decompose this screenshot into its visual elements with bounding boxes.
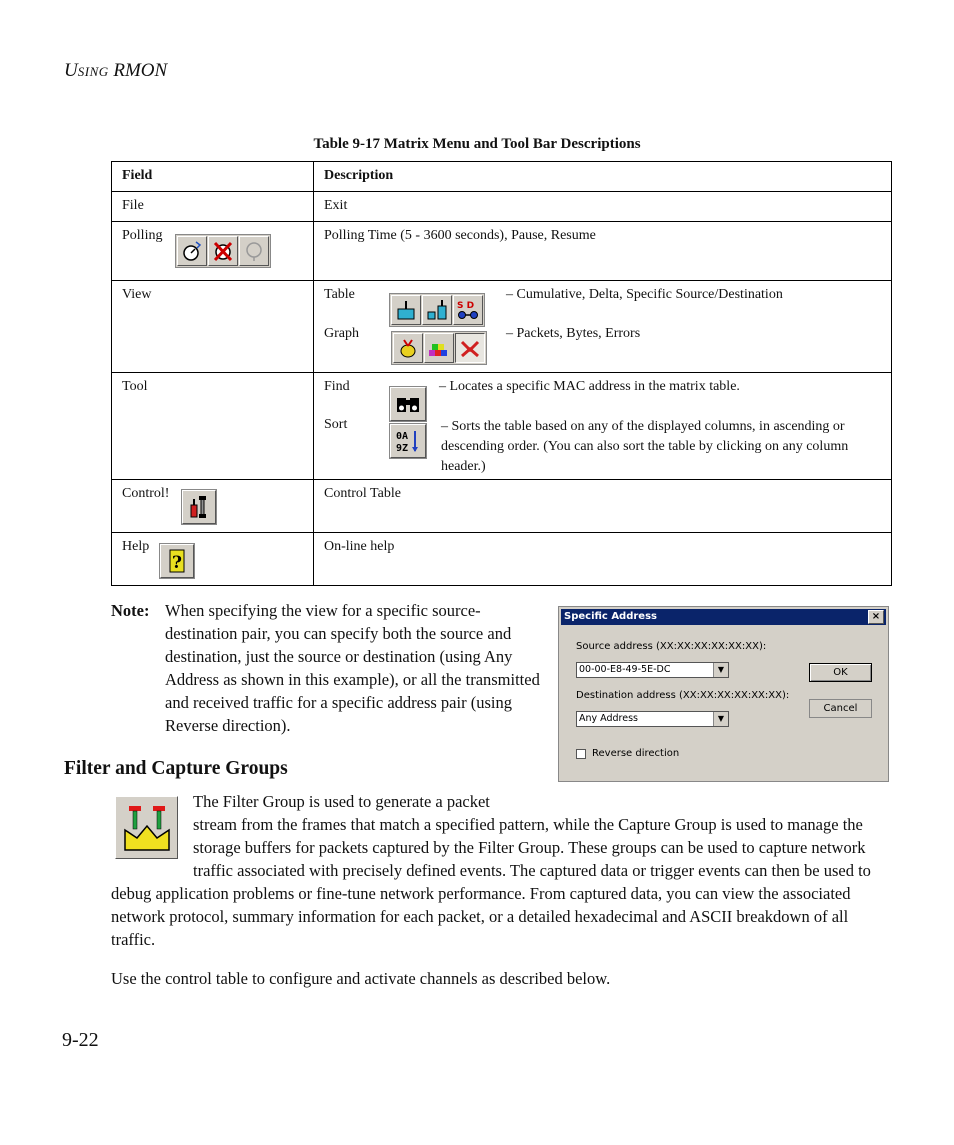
table-row-polling — [112, 222, 892, 281]
field-control-cell — [112, 480, 314, 533]
help-toolbar — [159, 543, 195, 579]
desc-file: Exit — [314, 192, 892, 222]
paragraph-1-line-2: stream from the frames that match a specified pattern, while the Capture Group is used to manage the — [193, 815, 863, 834]
resume-icon[interactable] — [239, 236, 269, 266]
paragraph-1-line-1: The Filter Group is used to generate a packet — [193, 792, 490, 811]
sd-icon-text: S D — [457, 301, 475, 311]
desc-polling: Polling Time (5 - 3600 seconds), Pause, Resume — [314, 222, 892, 281]
tool-find-label: Find — [324, 379, 350, 394]
table-row-help — [112, 533, 892, 586]
dialog-title: Specific Address — [564, 611, 657, 622]
view-graph-toolbar — [391, 331, 487, 365]
table-row-tool — [112, 373, 892, 480]
sort-icon-top: 0A — [396, 431, 409, 442]
running-head-smallcaps: SING — [77, 64, 109, 79]
field-file: File — [112, 192, 314, 222]
bytes-graph-icon[interactable] — [424, 333, 454, 363]
ok-button[interactable]: OK — [809, 663, 872, 682]
note-text: When specifying the view for a specific source-destination pair, you can specify both the source and destination, just the source or destination (using Any Address as shown in this example), or all the transmitted and received traffic for a specific address pair (using Reverse direction). — [165, 601, 540, 735]
header-description: Description — [314, 162, 892, 192]
table-caption: Table 9-17 Matrix Menu and Tool Bar Descriptions — [313, 136, 641, 152]
desc-help: On-line help — [314, 533, 892, 586]
tools-icon[interactable] — [182, 490, 216, 524]
paragraph-1-line-3: storage buffers for packets captured by the Filter Group. These groups can be used to capture network — [193, 838, 866, 857]
sort-icon-bottom: 9Z — [396, 443, 409, 454]
chevron-down-icon[interactable]: ▼ — [713, 712, 728, 726]
field-help: Help — [122, 539, 150, 554]
specific-address-dialog — [558, 606, 889, 782]
reverse-direction-label: Reverse direction — [592, 748, 680, 759]
dialog-title-bar — [561, 609, 886, 625]
desc-view-cell — [314, 281, 892, 373]
tool-find-desc: – Locates a specific MAC address in the matrix table. — [439, 379, 740, 394]
help-icon-glyph: ? — [172, 553, 182, 573]
view-graph-label: Graph — [324, 326, 359, 341]
field-view: View — [112, 281, 314, 373]
running-head — [64, 60, 167, 82]
destination-address-value: Any Address — [579, 713, 638, 724]
binoculars-icon[interactable] — [390, 387, 426, 421]
paragraph-1-continued: debug application problems or fine-tune network performance. From captured data, you can view the associated network protocol, summary information for each packet, or a detailed hexadecimal and ASCII breakdown of all traffic. — [111, 884, 851, 949]
polling-toolbar — [175, 234, 271, 268]
stopwatch-icon[interactable] — [177, 236, 207, 266]
running-head-suffix: RMON — [108, 60, 168, 81]
section-heading: Filter and Capture Groups — [64, 758, 288, 779]
cancel-button[interactable]: Cancel — [809, 699, 872, 718]
destination-address-label: Destination address (XX:XX:XX:XX:XX:XX): — [576, 690, 790, 701]
sort-toolbar — [389, 423, 427, 459]
view-graph-desc: – Packets, Bytes, Errors — [506, 326, 641, 341]
table-row-file — [112, 192, 892, 222]
source-address-label: Source address (XX:XX:XX:XX:XX:XX): — [576, 641, 767, 652]
paragraph-1-line-4: traffic associated with precisely defined events. The captured data or trigger events can then be used to — [193, 861, 871, 880]
table-header-row — [112, 162, 892, 192]
field-polling: Polling — [122, 228, 163, 243]
field-polling-cell — [112, 222, 314, 281]
help-icon[interactable] — [160, 544, 194, 578]
source-destination-icon[interactable] — [453, 295, 483, 325]
matrix-menu-table — [111, 161, 892, 586]
chevron-down-icon[interactable]: ▼ — [713, 663, 728, 677]
tool-sort-desc: – Sorts the table based on any of the displayed columns, in ascending or descending order. (You can also sort the table by clicking on any column header.) — [441, 419, 849, 474]
note-label: Note: — [111, 601, 150, 620]
paragraph-2: Use the control table to configure and activate channels as described below. — [111, 969, 611, 988]
table-row-view — [112, 281, 892, 373]
find-toolbar — [389, 386, 427, 422]
tool-sort-label: Sort — [324, 417, 348, 432]
view-table-desc: – Cumulative, Delta, Specific Source/Destination — [506, 287, 783, 302]
pause-icon[interactable] — [208, 236, 238, 266]
view-table-toolbar — [389, 293, 485, 327]
field-help-cell — [112, 533, 314, 586]
errors-graph-icon[interactable] — [455, 333, 485, 363]
cumulative-table-icon[interactable] — [391, 295, 421, 325]
reverse-direction-checkbox[interactable] — [576, 749, 586, 759]
view-table-label: Table — [324, 287, 355, 302]
field-tool: Tool — [112, 373, 314, 480]
sort-icon[interactable] — [390, 424, 426, 458]
close-icon[interactable]: × — [868, 610, 884, 624]
desc-tool-cell — [314, 373, 892, 480]
control-toolbar — [181, 489, 217, 525]
table-row-control — [112, 480, 892, 533]
field-control: Control! — [122, 486, 170, 501]
page-number: 9-22 — [62, 1029, 99, 1051]
packets-graph-icon[interactable] — [393, 333, 423, 363]
desc-control: Control Table — [314, 480, 892, 533]
filter-capture-icon — [115, 796, 178, 859]
delta-table-icon[interactable] — [422, 295, 452, 325]
destination-address-combo[interactable] — [576, 711, 729, 727]
running-head-cap: U — [64, 60, 78, 81]
source-address-value: 00-00-E8-49-5E-DC — [579, 664, 671, 675]
header-field: Field — [112, 162, 314, 192]
source-address-combo[interactable] — [576, 662, 729, 678]
